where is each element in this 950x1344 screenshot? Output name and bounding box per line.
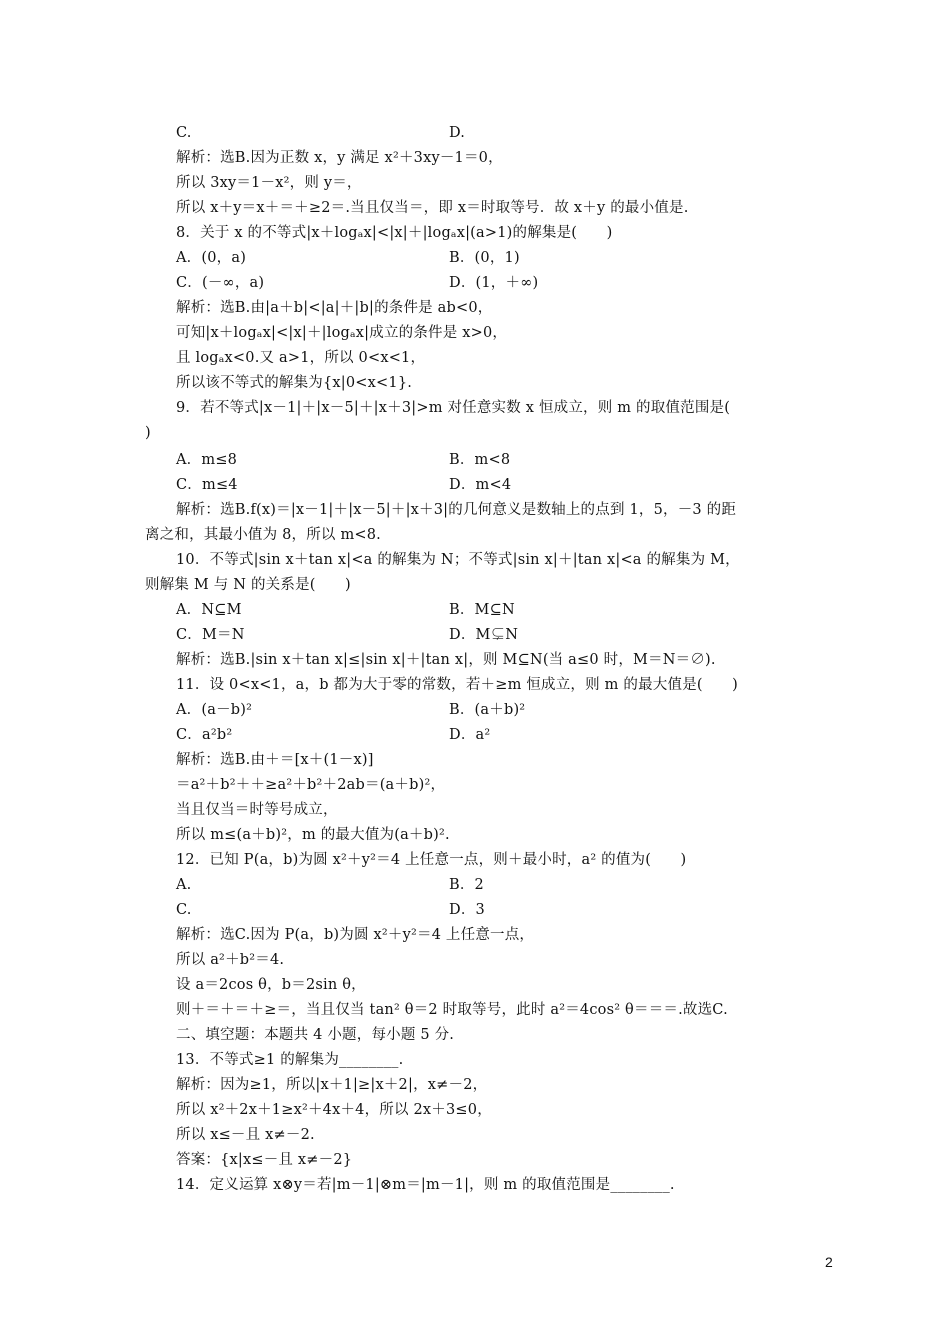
text-line: 13．不等式≥1 的解集为________. [176, 1052, 404, 1068]
text-line: 则解集 M 与 N 的关系是( ) [145, 577, 351, 593]
text-line: ) [145, 425, 151, 441]
text-line: C. [176, 125, 192, 141]
option-text: D．m<4 [449, 477, 512, 493]
text-line: C．a²b² [176, 727, 233, 743]
text-line: A．(0，a) [176, 250, 247, 266]
option-text: B．m<8 [449, 452, 511, 468]
text-line: 所以该不等式的解集为{x|0<x<1}. [176, 375, 413, 391]
option-text: B．M⊆N [449, 602, 515, 618]
text-line: 所以 m≤(a＋b)²，m 的最大值为(a＋b)². [176, 827, 450, 843]
text-line: 解析：选B.f(x)＝|x－1|＋|x－5|＋|x＋3|的几何意义是数轴上的点到 1，5，－3 的距 [176, 502, 737, 518]
text-line: C．(－∞，a) [176, 275, 265, 291]
text-line: 则＋＝＋＝＋≥＝，当且仅当 tan² θ＝2 时取等号，此时 a²＝4cos² θ＝＝＝.故选C. [176, 1002, 728, 1018]
option-text: D．a² [449, 727, 491, 743]
text-line: 所以 x≤－且 x≠－2. [176, 1127, 315, 1143]
text-line: 答案：{x|x≤－且 x≠－2} [176, 1152, 353, 1168]
text-line: 所以 3xy＝1－x²，则 y＝， [176, 175, 362, 191]
text-line: 10．不等式|sin x＋tan x|<a 的解集为 N；不等式|sin x|＋|tan x|<a 的解集为 M， [176, 552, 740, 568]
text-line: 所以 a²＋b²＝4. [176, 952, 285, 968]
text-line: 解析：选B.由＋＝[x＋(1－x)] [176, 752, 374, 768]
text-line: A．N⊆M [176, 602, 242, 618]
option-text: D．3 [449, 902, 485, 918]
option-text: D．M⊊N [449, 627, 519, 643]
text-line: C. [176, 902, 192, 918]
text-line: 解析：选B.因为正数 x，y 满足 x²＋3xy－1＝0， [176, 150, 503, 166]
text-line: 可知|x＋logₐx|<|x|＋|logₐx|成立的条件是 x>0， [176, 325, 508, 341]
text-line: 9．若不等式|x－1|＋|x－5|＋|x＋3|>m 对任意实数 x 恒成立，则 m 的取值范围是( [176, 400, 731, 416]
text-line: 二、填空题：本题共 4 小题，每小题 5 分. [176, 1027, 455, 1043]
text-line: 解析：选B.由|a＋b|<|a|＋|b|的条件是 ab<0， [176, 300, 493, 316]
text-line: 解析：选B.|sin x＋tan x|≤|sin x|＋|tan x|，则 M⊆N(当 a≤0 时，M＝N＝∅). [176, 652, 716, 668]
text-line: 且 logₐx<0.又 a>1，所以 0<x<1， [176, 350, 426, 366]
text-line: 解析：选C.因为 P(a，b)为圆 x²＋y²＝4 上任意一点， [176, 927, 535, 943]
text-line: 所以 x²＋2x＋1≥x²＋4x＋4，所以 2x＋3≤0， [176, 1102, 492, 1118]
option-text: D. [449, 125, 466, 141]
text-line: 解析：因为≥1，所以|x＋1|≥|x＋2|，x≠－2， [176, 1077, 488, 1093]
text-line: 11．设 0<x<1，a，b 都为大于零的常数，若＋≥m 恒成立，则 m 的最大值是( ) [176, 677, 739, 693]
page-number: 2 [825, 1254, 833, 1270]
text-line: 当且仅当＝时等号成立， [176, 802, 338, 818]
text-line: A．(a－b)² [176, 702, 253, 718]
text-line: 设 a＝2cos θ，b＝2sin θ， [176, 977, 366, 993]
text-line: C．m≤4 [176, 477, 238, 493]
option-text: B．(a＋b)² [449, 702, 526, 718]
text-line: 12．已知 P(a，b)为圆 x²＋y²＝4 上任意一点，则＋最小时，a² 的值为( ) [176, 852, 687, 868]
text-line: 8．关于 x 的不等式|x＋logₐx|<|x|＋|logₐx|(a>1)的解集是( ) [176, 225, 613, 241]
text-line: A. [176, 877, 192, 893]
text-line: ＝a²＋b²＋＋≥a²＋b²＋2ab＝(a＋b)²， [176, 777, 446, 793]
text-line: C．M＝N [176, 627, 245, 643]
text-line: 14．定义运算 x⊗y＝若|m－1|⊗m＝|m－1|，则 m 的取值范围是________. [176, 1177, 675, 1193]
text-line: A．m≤8 [176, 452, 238, 468]
text-line: 离之和，其最小值为 8，所以 m<8. [145, 527, 381, 543]
option-text: B．(0，1) [449, 250, 520, 266]
text-line: 所以 x＋y＝x＋＝＋≥2＝.当且仅当＝，即 x＝时取等号．故 x＋y 的最小值是. [176, 200, 689, 216]
option-text: B．2 [449, 877, 484, 893]
option-text: D．(1，＋∞) [449, 275, 539, 291]
